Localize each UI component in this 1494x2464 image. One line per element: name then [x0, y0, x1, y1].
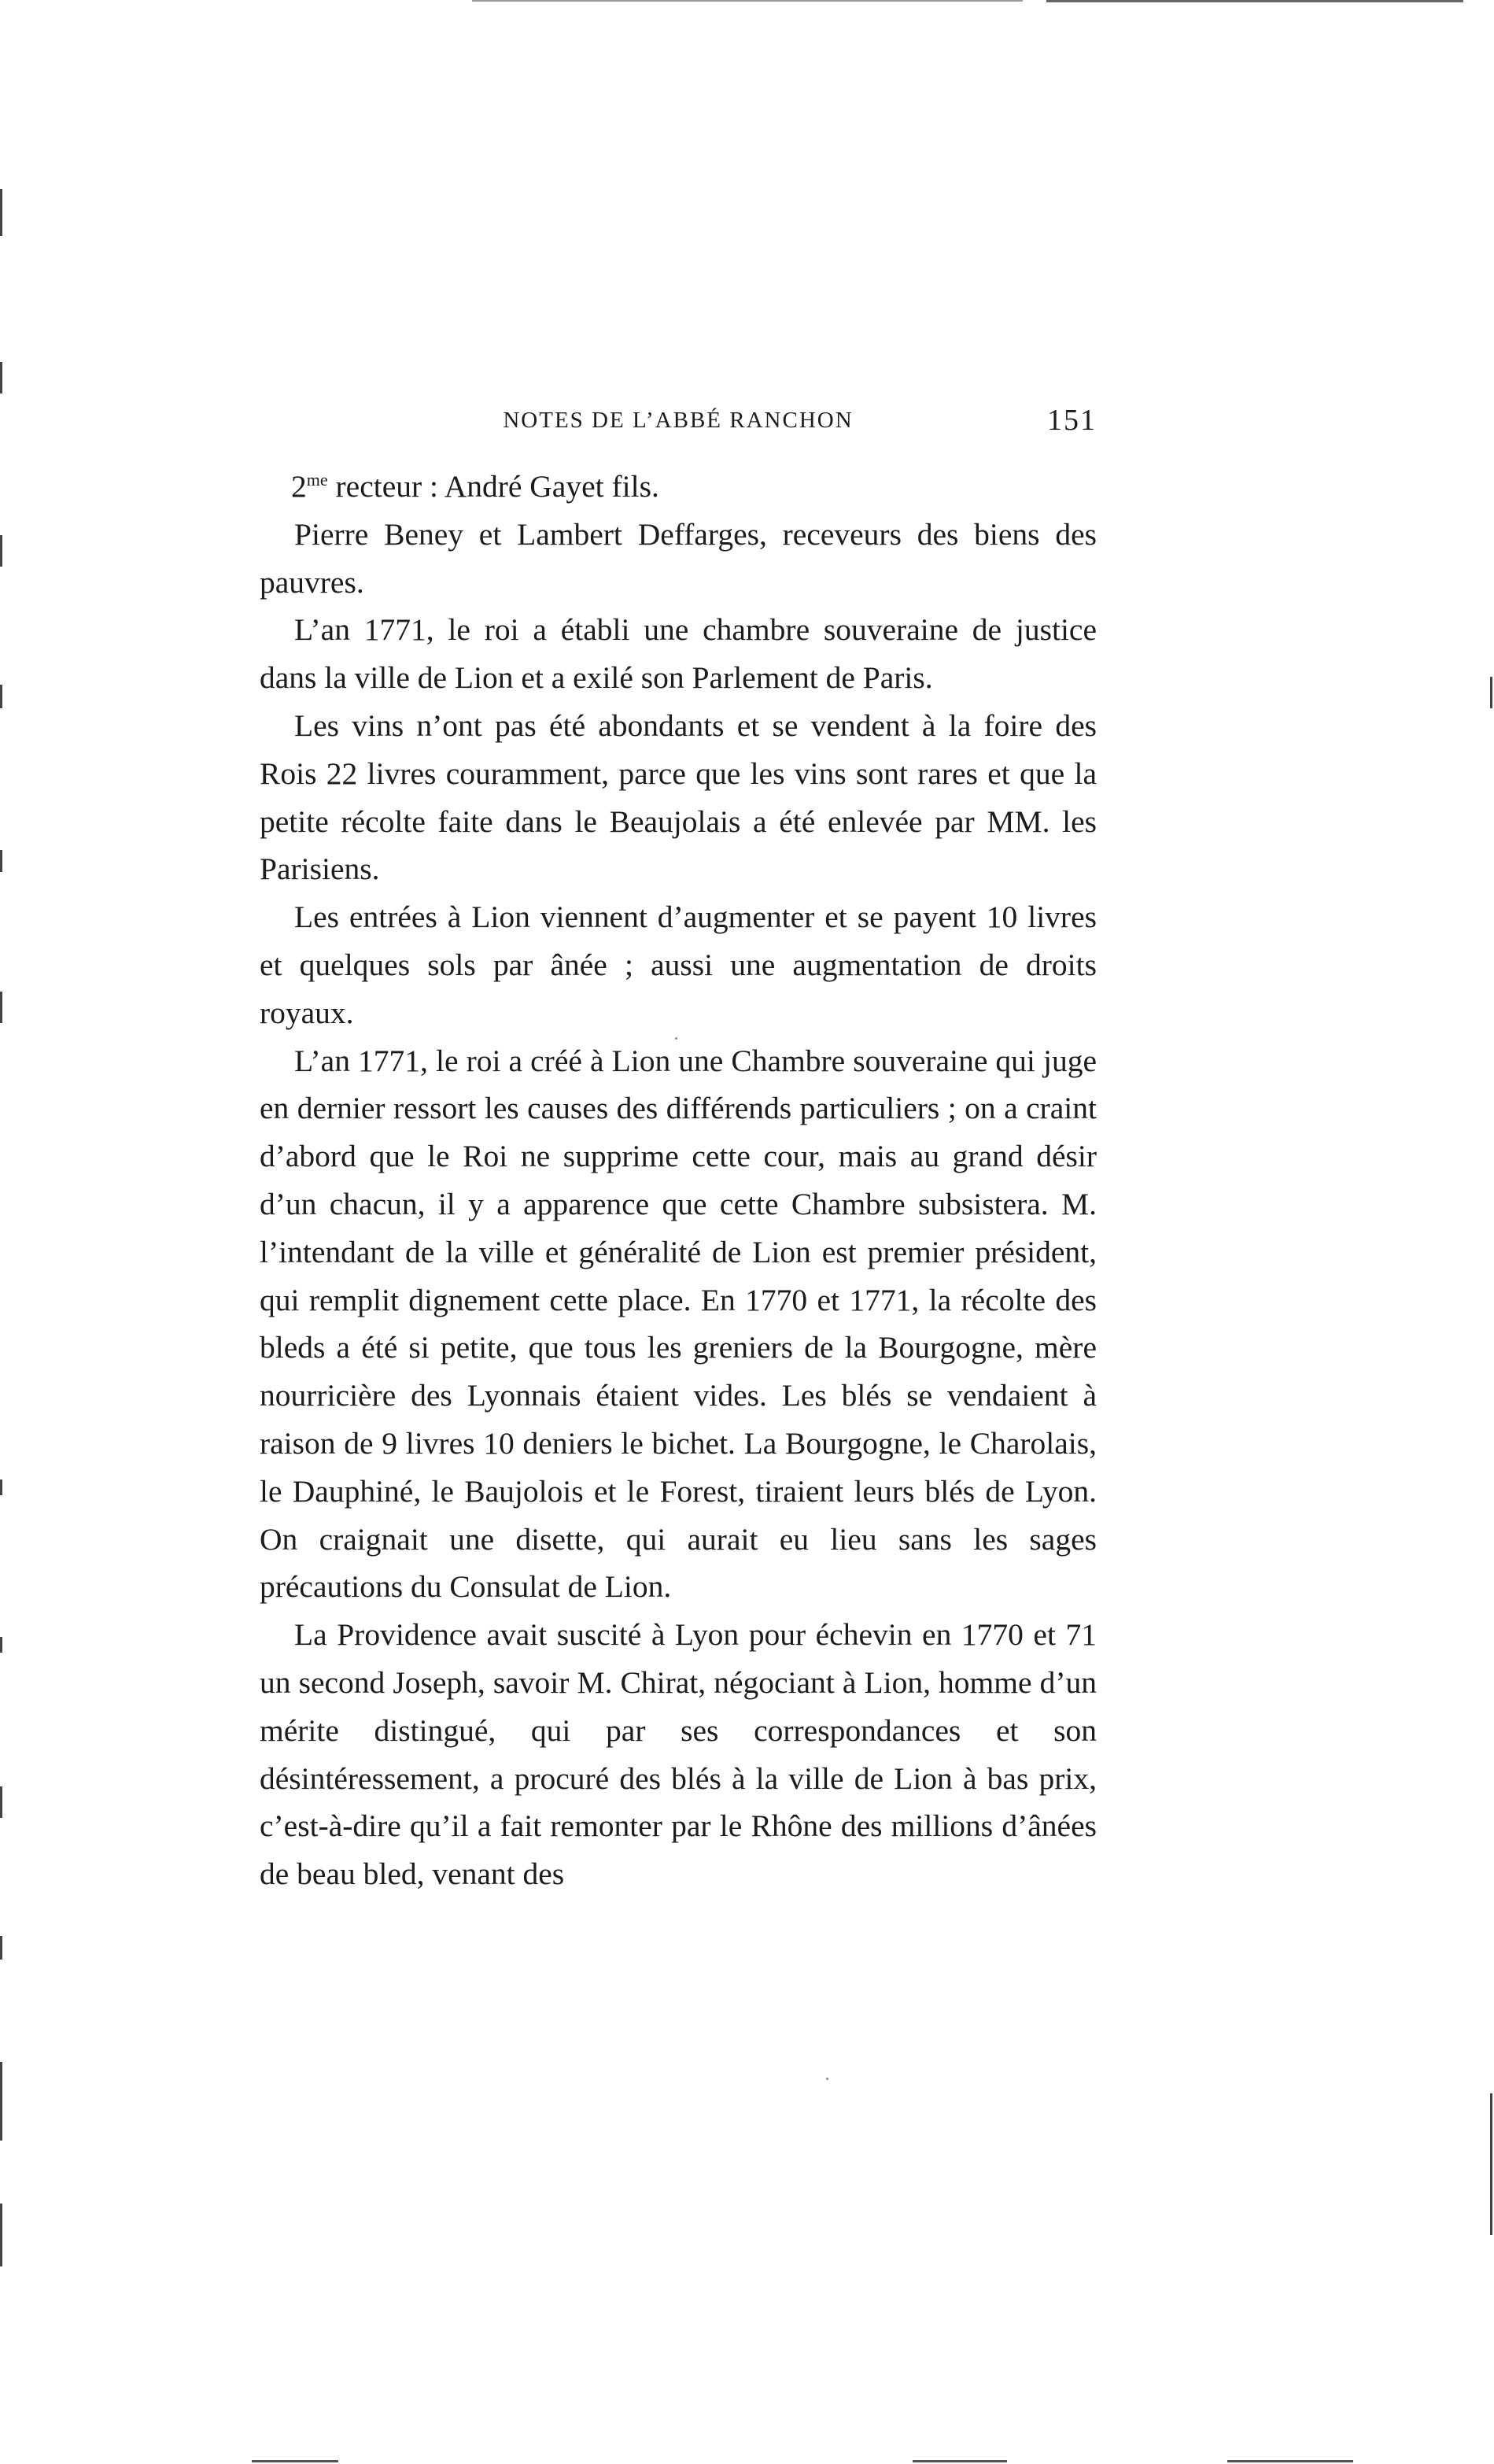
paper-speck [826, 2078, 828, 2080]
scan-edge-right-mark [1490, 2093, 1492, 2235]
body-text [260, 463, 1097, 1898]
ordinal-number: 2 [291, 469, 307, 504]
scan-edge-left-mark [0, 1786, 2, 1818]
scan-edge-left-mark [0, 685, 2, 708]
scan-edge-line-bottom [913, 2460, 1007, 2462]
ordinal-superscript: me [306, 469, 328, 489]
scan-edge-left-mark [0, 2062, 2, 2141]
paragraph: Les entrées à Lion viennent d’augmenter et se payent 10 livres et quelques sols par ânée ; aussi une augmentation de droits royaux. [260, 900, 1097, 1030]
scan-edge-line-bottom [1227, 2460, 1353, 2462]
scan-edge-left-mark [0, 189, 2, 236]
paragraph: La Providence avait suscité à Lyon pour échevin en 1770 et 71 un second Joseph, savoir M. Chirat, négociant à Lion, homme d’un mérite distingué, qui par ses correspondances et son désintéressement, a procuré des blés à la ville de Lion à bas prix, c’est-à-dire qu’il a fait remonter par le Rhône des millions d’ânées de beau bled, venant des [260, 1617, 1097, 1892]
paragraph [260, 463, 1097, 511]
running-head-title: NOTES DE L’ABBÉ RANCHON [503, 408, 854, 433]
scan-edge-line-bottom [252, 2460, 338, 2462]
paragraph: L’an 1771, le roi a créé à Lion une Chambre souveraine qui juge en dernier ressort les causes des différends particuliers ; on a craint d’abord que le Roi ne supprime cette cour, mais au grand désir d’un chacun, il y a apparence que cette Chambre subsistera. M. l’intendant de la ville et généralité de Lion est premier président, qui remplit dignement cette place. En 1770 et 1771, la récolte des bleds a été si petite, que tous les greniers de la Bourgogne, mère nourricière des Lyonnais étaient vides. Les blés se vendaient à raison de 9 livres 10 deniers le bichet. La Bourgogne, le Charolais, le Dauphiné, le Baujolois et le Forest, tiraient leurs blés de Lyon. On craignait une disette, qui aurait eu lieu sans les sages précautions du Consulat de Lion. [260, 1043, 1097, 1605]
paragraph: Les vins n’ont pas été abondants et se vendent à la foire des Rois 22 livres couramment, parce que les vins sont rares et que la petite récolte faite dans le Beaujolais a été enlevée par MM. les Parisiens. [260, 707, 1097, 887]
paragraph-text: recteur : André Gayet fils. [327, 469, 659, 504]
running-head [260, 400, 1097, 447]
scan-edge-left-mark [0, 992, 2, 1023]
scan-edge-left-mark [0, 362, 2, 393]
scan-edge-line-top [472, 0, 1023, 2]
scan-edge-right-mark [1490, 677, 1492, 708]
scan-edge-left-mark [0, 535, 2, 567]
page-number: 151 [1047, 404, 1097, 437]
scan-edge-left-mark [0, 2204, 2, 2266]
scan-edge-left-mark [0, 850, 2, 872]
scan-edge-left-mark [0, 1936, 2, 1960]
paragraph: Pierre Beney et Lambert Deffarges, receveurs des biens des pauvres. [260, 516, 1097, 600]
scan-edge-left-mark [0, 1637, 2, 1653]
scan-edge-left-mark [0, 1480, 2, 1495]
paragraph: L’an 1771, le roi a établi une chambre souveraine de justice dans la ville de Lion et a exilé son Parlement de Paris. [260, 612, 1097, 696]
scan-edge-line-top-right [1046, 0, 1463, 2]
